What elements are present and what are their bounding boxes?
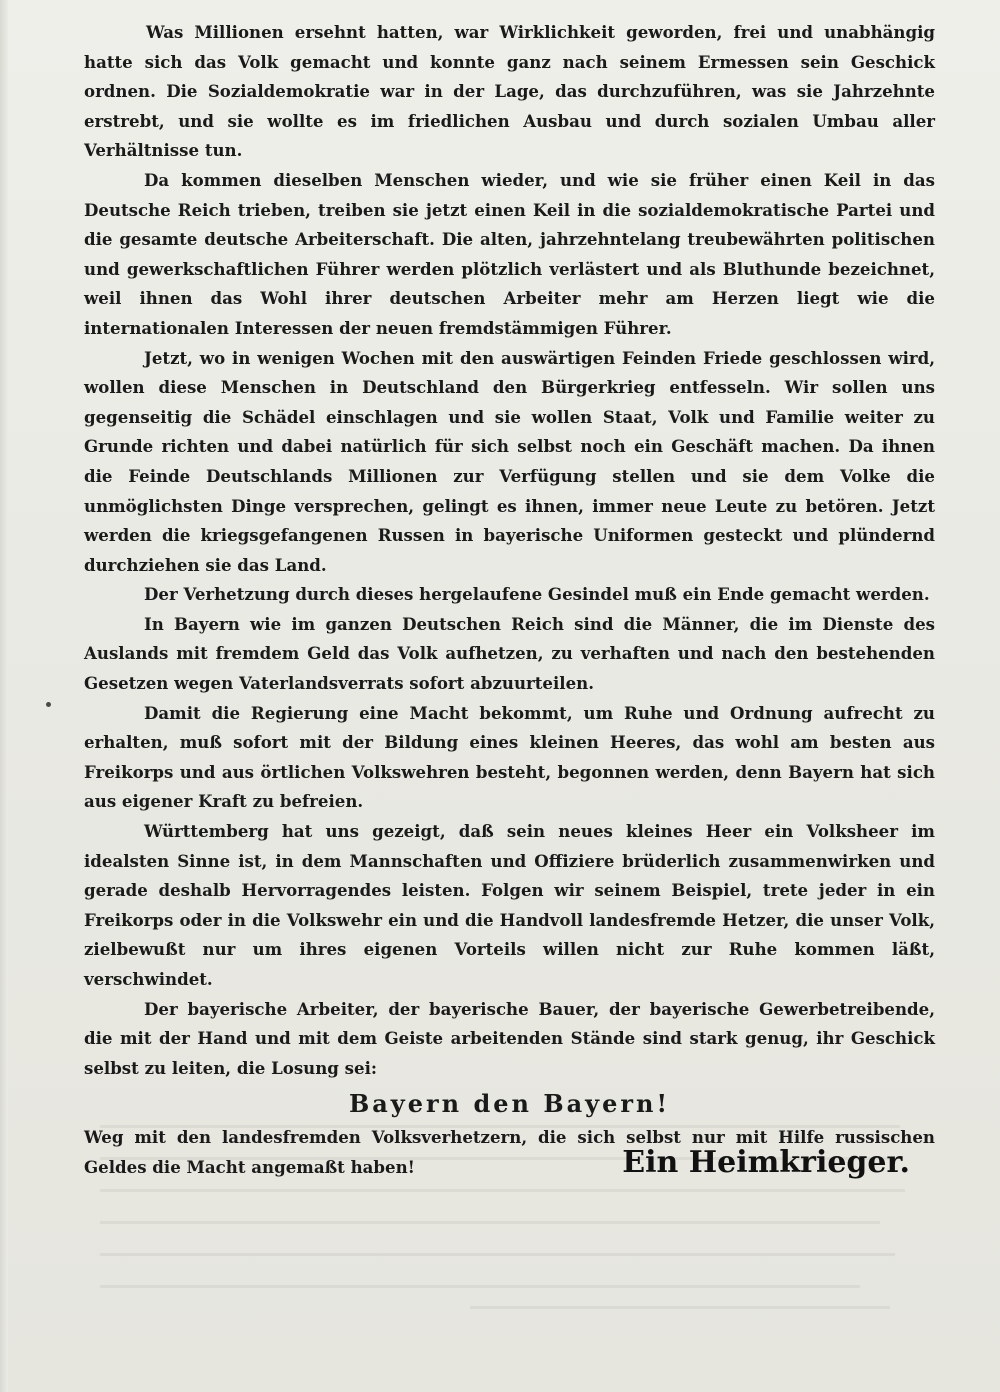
bleed-through-line — [100, 1285, 860, 1288]
page-edge-shadow — [0, 0, 8, 1392]
paragraph-5: In Bayern wie im ganzen Deutschen Reich sind die Männer, die im Dienste des Auslands mit fremdem Geld das Volk aufhetzen, zu verhaften und nach den bestehenden Gesetzen wegen Vaterlandsverrats sofort abzuurteilen. — [84, 613, 935, 694]
page-blemish — [46, 702, 51, 707]
closing-statement: Weg mit den landesfremden Volksverhetzern, die sich selbst nur mit Hilfe russischen Geldes die Macht angemaßt haben! — [84, 1127, 935, 1177]
slogan: Bayern den Bayern! — [348, 1089, 671, 1119]
bleed-through-line — [470, 1306, 890, 1309]
paragraph-4: Der Verhetzung durch dieses hergelaufene Gesindel muß ein Ende gemacht werden. — [144, 584, 930, 605]
paragraph-8: Der bayerische Arbeiter, der bayerische Bauer, der bayerische Gewerbetreibende, die mit der Hand und mit dem Geiste arbeitenden Stände sind stark genug, ihr Geschick selbst zu leiten, die Losung sei: — [84, 998, 935, 1078]
paragraph-6: Damit die Regierung eine Macht bekommt, um Ruhe und Ordnung aufrecht zu erhalten, muß sofort mit der Bildung eines kleinen Heeres, das wohl am besten aus Freikorps und aus örtlichen Volkswehren besteht, begonnen werden, denn Bayern hat sich aus eigener Kraft zu befreien. — [84, 702, 935, 812]
document-body — [84, 18, 935, 1183]
paragraph-3: Jetzt, wo in wenigen Wochen mit den auswärtigen Feinden Friede geschlossen wird, wollen diese Menschen in Deutschland den Bürgerkrieg entfesseln. Wir sollen uns gegenseitig die Schädel einschlagen und sie wollen Staat, Volk und Familie weiter zu Grunde richten und dabei natürlich für sich selbst noch ein Geschäft machen. Da ihnen die Feinde Deutschlands Millionen zur Verfügung stellen und sie dem Volke die unmöglichsten Dinge versprechen, gelingt es ihnen, immer neue Leute zu betören. Jetzt werden die kriegsgefangenen Russen in bayerische Uniformen gesteckt und plündernd durchziehen sie das Land. — [84, 347, 935, 575]
paragraph-1: Was Millionen ersehnt hatten, war Wirklichkeit geworden, frei und unabhängig hatte sich das Volk gemacht und konnte ganz nach seinem Ermessen sein Geschick ordnen. Die Sozialdemokratie war in der Lage, das durchzuführen, was sie Jahrzehnte erstrebt, und sie wollte es im friedlichen Ausbau und durch sozialen Umbau aller Verhältnisse tun. — [84, 22, 935, 161]
paragraph-7: Württemberg hat uns gezeigt, daß sein neues kleines Heer ein Volksheer im idealsten Sinne ist, in dem Mannschaften und Offiziere brüderlich zusammenwirken und gerade deshalb Hervorragendes leisten. Folgen wir seinem Beispiel, trete jeder in ein Freikorps oder in die Volkswehr ein und die Handvoll landesfremde Hetzer, die unser Volk, zielbewußt nur um ihres eigenen Vorteils willen nicht zur Ruhe kommen läßt, verschwindet. — [84, 821, 935, 989]
bleed-through-line — [100, 1221, 880, 1224]
paragraph-2: Da kommen dieselben Menschen wieder, und wie sie früher einen Keil in das Deutsche Reich trieben, treiben sie jetzt einen Keil in die sozialdemokratische Partei und die gesamte deutsche Arbeiterschaft. Die alten, jahrzehntelang treubewährten politischen und gewerkschaftlichen Führer werden plötzlich verlästert und als Bluthunde bezeichnet, weil ihnen das Wohl ihrer deutschen Arbeiter mehr am Herzen liegt wie die internationalen Interessen der neuen fremdstämmigen Führer. — [84, 169, 935, 338]
bleed-through-line — [100, 1189, 905, 1192]
signature: Ein Heimkrieger. — [622, 1145, 910, 1180]
bleed-through-line — [100, 1253, 895, 1256]
